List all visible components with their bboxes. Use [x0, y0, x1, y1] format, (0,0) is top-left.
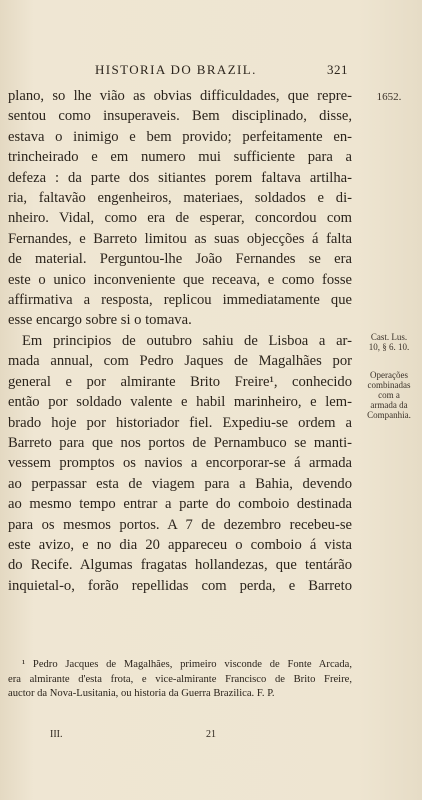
text-line: ao mesmo tempo entrar a parte do comboio destinada [8, 496, 352, 513]
text-line: ria, faltavão engenheiros, materiaes, soldados e di- [8, 190, 352, 207]
text-line: sentou como insuperaveis. Bem disciplinado, disse, [8, 108, 352, 125]
text-line: Fernandes, e Barreto limitou as suas objecções á falta [8, 230, 352, 247]
text-line: ao perpassar esta de viagem para a Bahia, devendo [8, 475, 352, 492]
text-line: este o unico inconveniente que receava, e como fosse [8, 271, 352, 288]
text-line: defeza : da parte dos sitiantes porem faltava artilha- [8, 169, 352, 186]
margin-year: 1652. [376, 91, 402, 103]
topic-line: armada da [370, 400, 408, 410]
text-line: do Recife. Algumas fragatas hollandezas, que tentárão [8, 557, 352, 574]
topic-line: com a [378, 390, 400, 400]
footnote [8, 658, 352, 702]
text-line: para os mesmos portos. A 7 de dezembro recebeu-se [8, 516, 352, 533]
citation-line: 10, § 6. 10. [368, 342, 410, 352]
running-header [0, 62, 422, 82]
text-line: vessem promptos os navios a encorporar-se á armada [8, 455, 352, 472]
text-line: Em principios de outubro sahiu de Lisboa a ar- [22, 332, 352, 349]
page-number: 321 [327, 62, 348, 77]
signature-mark: 21 [206, 729, 216, 740]
text-line: trincheirado e em numero mui sufficiente para a [8, 149, 352, 166]
footnote-line: era almirante d'esta frota, e vice-almirante Francisco de Brito Freire, [8, 673, 352, 685]
citation-line: Cast. Lus. [370, 332, 408, 342]
topic-line: Companhia. [367, 410, 411, 420]
text-line: este avizo, e no dia 20 appareceu o comboio á vista [8, 536, 352, 553]
text-line: inquietal-o, forão repellidas com perda, e Barreto [8, 577, 352, 594]
running-title: HISTORIA DO BRAZIL. [95, 62, 257, 77]
footnote-line: auctor da Nova-Lusitania, ou historia da Guerra Brazilica. F. P. [8, 688, 275, 699]
text-line: mada annual, com Pedro Jaques de Magalhães por [8, 353, 352, 370]
footnote-line: ¹ Pedro Jacques de Magalhães, primeiro visconde de Fonte Arcada, [22, 659, 352, 670]
text-line: plano, so lhe vião as obvias difficuldades, que repre- [8, 88, 352, 104]
topic-line: Operações [370, 370, 408, 380]
volume-number: III. [50, 729, 63, 740]
text-line: affirmativa a resposta, replicou immediatamente que [8, 292, 352, 309]
text-line: nheiro. Vidal, como era de esperar, concordou com [8, 210, 352, 227]
margin-topic-note [360, 370, 418, 420]
topic-line: combinadas [367, 380, 411, 390]
text-line: estava o inimigo e bem provido; perfeitamente en- [8, 128, 352, 145]
body-text [8, 86, 352, 596]
text-line: general e por almirante Brito Freire¹, conhecido [8, 373, 352, 390]
text-line: esse encargo sobre si o tomava. [8, 312, 192, 329]
text-line: de material. Perguntou-lhe João Fernandes se era [8, 251, 352, 268]
margin-citation [360, 332, 418, 352]
text-line: Barreto para que nos portos de Pernambuco se manti- [8, 434, 352, 451]
text-line: brado hoje por historiador fiel. Expediu-se ordem a [8, 414, 352, 431]
text-line: então por soldado valente e habil marinheiro, e lem- [8, 394, 352, 411]
